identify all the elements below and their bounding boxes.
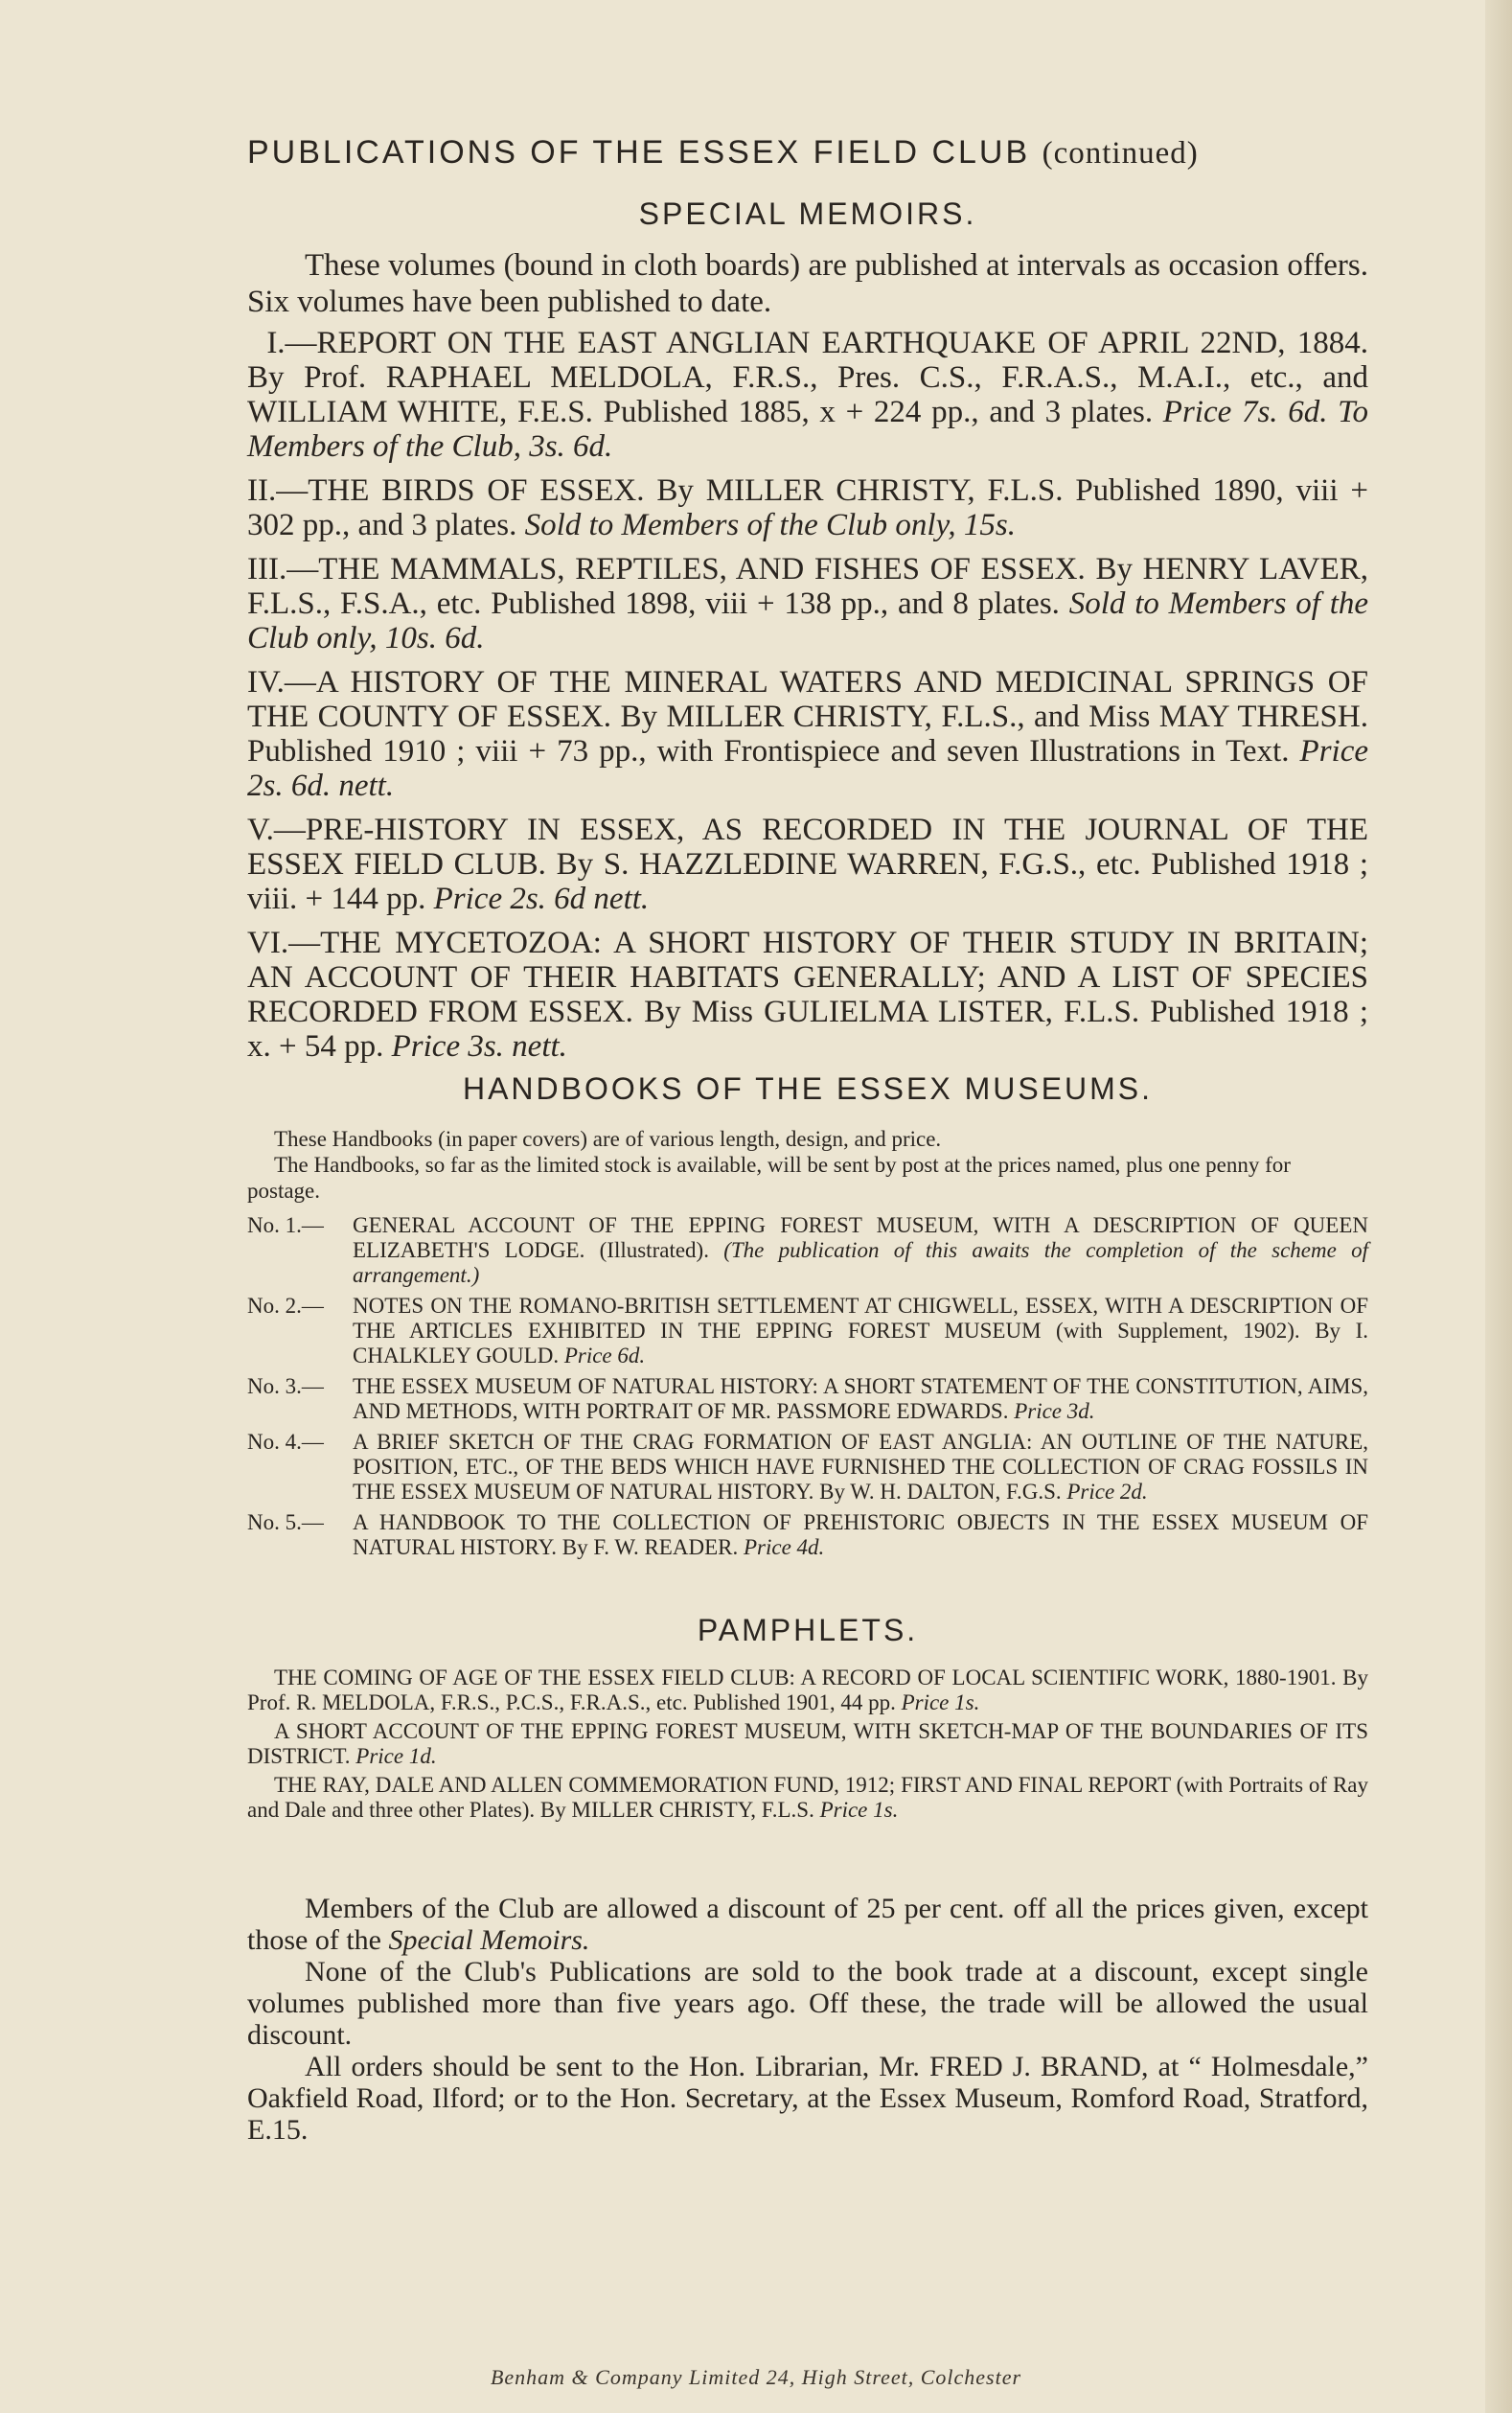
discount-note xyxy=(247,1893,1368,1956)
handbook-number: No. 2.— xyxy=(247,1294,324,1318)
handbook-text: GENERAL ACCOUNT OF THE EPPING FOREST MUSEUM, WITH A DESCRIPTION OF QUEEN ELIZABETH'S LODGE. (Illustrated). xyxy=(353,1213,1368,1262)
handbook-item xyxy=(247,1374,1368,1424)
memoir-item xyxy=(247,473,1368,542)
intro-text: These volumes (bound in cloth boards) are published at intervals as occasion offers. Six volumes have been published to date. xyxy=(247,248,1368,319)
memoir-item xyxy=(247,926,1368,1064)
handbook-item xyxy=(247,1294,1368,1368)
handbook-note: Price 6d. xyxy=(563,1344,646,1367)
memoir-price: Price 2s. 6d nett. xyxy=(433,882,650,916)
memoir-details: By Prof. RAPHAEL MELDOLA, F.R.S., Pres. C.S., F.R.A.S., M.A.I., etc., and WILLIAM WHITE, F.E.S. Published 1885, x + 224 pp., and 3 plates. xyxy=(247,360,1368,429)
discount-text: Members of the Club are allowed a discount of 25 per cent. off all the prices given, except those of the xyxy=(247,1893,1368,1956)
special-memoirs-title: SPECIAL MEMOIRS. xyxy=(638,196,977,231)
printer-footer: Benham & Company Limited 24, High Street, Colchester xyxy=(490,2365,1022,2389)
pamphlet-price: Price 1s. xyxy=(819,1798,899,1822)
pamphlet-item xyxy=(247,1773,1368,1823)
handbook-note: (The publication of this awaits the completion of the scheme of arrangement.) xyxy=(353,1238,1368,1287)
pamphlet-text: THE RAY, DALE AND ALLEN COMMEMORATION FUND, 1912; FIRST AND FINAL REPORT (with Portraits of Ray and Dale and three other Plates). By MILLER CHRISTY, F.L.S. xyxy=(247,1773,1368,1822)
memoir-price: Sold to Members of the Club only, 15s. xyxy=(524,508,1017,542)
handbook-text: A HANDBOOK TO THE COLLECTION OF PREHISTORIC OBJECTS IN THE ESSEX MUSEUM OF NATURAL HISTORY. By F. W. READER. xyxy=(353,1510,1368,1559)
handbooks-section xyxy=(247,1126,1368,1560)
memoir-price: Price 2s. 6d. nett. xyxy=(247,734,1368,803)
memoir-details: By MILLER CHRISTY, F.L.S., and Miss MAY THRESH. Published 1910 ; viii + 73 pp., with Frontispiece and seven Illustrations in Text. xyxy=(247,700,1368,769)
discount-exception: Special Memoirs. xyxy=(388,1924,590,1956)
notes-section xyxy=(247,1893,1368,2146)
pamphlet-item xyxy=(247,1719,1368,1769)
orders-note xyxy=(247,2051,1368,2146)
memoir-price: Sold to Members of the Club only, 10s. 6d. xyxy=(247,586,1369,655)
trade-text: None of the Club's Publications are sold to the book trade at a discount, except single volumes published more than five years ago. Off these, the trade will be allowed the usual discount. xyxy=(247,1956,1368,2051)
handbook-number: No. 4.— xyxy=(247,1430,324,1454)
handbook-item xyxy=(247,1213,1368,1288)
header-continued: (continued) xyxy=(1042,136,1199,171)
memoir-details: By HENRY LAVER, F.L.S., F.S.A., etc. Published 1898, viii + 138 pp., and 8 plates. xyxy=(247,552,1368,621)
memoir-details: By Miss GULIELMA LISTER, F.L.S. Published 1918 ; x. + 54 pp. xyxy=(247,995,1369,1064)
handbook-item xyxy=(247,1510,1368,1560)
pamphlet-item xyxy=(247,1666,1368,1715)
memoir-label: IV.—A HISTORY OF THE MINERAL WATERS AND MEDICINAL SPRINGS OF THE COUNTY OF ESSEX. xyxy=(247,665,1368,734)
memoir-list xyxy=(247,326,1368,1064)
pamphlet-text: THE COMING OF AGE OF THE ESSEX FIELD CLUB: A RECORD OF LOCAL SCIENTIFIC WORK, 1880-1901. By Prof. R. MELDOLA, F.R.S., P.C.S., F.R.A.S., etc. Published 1901, 44 pp. xyxy=(247,1666,1368,1714)
memoir-item xyxy=(247,326,1368,464)
handbook-number: No. 5.— xyxy=(247,1510,324,1534)
handbook-number: No. 1.— xyxy=(247,1213,324,1237)
pamphlet-price: Price 1s. xyxy=(901,1690,980,1714)
memoir-label: V.—PRE-HISTORY IN ESSEX, AS RECORDED IN THE JOURNAL OF THE ESSEX FIELD CLUB. xyxy=(247,813,1368,882)
memoir-label: II.—THE BIRDS OF ESSEX. xyxy=(247,473,645,508)
page-edge xyxy=(1485,0,1512,2413)
handbook-note: Price 4d. xyxy=(743,1535,825,1559)
handbook-note: Price 3d. xyxy=(1014,1399,1095,1423)
trade-note xyxy=(247,1956,1368,2051)
orders-text: All orders should be sent to the Hon. Librarian, Mr. FRED J. BRAND, at “ Holmesdale,” Oakfield Road, Ilford; or to the Hon. Secretary, at the Essex Museum, Romford Road, Stratford, E.15. xyxy=(247,2051,1368,2146)
pamphlet-text: A SHORT ACCOUNT OF THE EPPING FOREST MUSEUM, WITH SKETCH-MAP OF THE BOUNDARIES OF ITS DISTRICT. xyxy=(247,1719,1368,1768)
memoir-details: By MILLER CHRISTY, F.L.S. Published 1890, viii + 302 pp., and 3 plates. xyxy=(247,473,1368,542)
handbooks-intro-2: The Handbooks, so far as the limited stock is available, will be sent by post at the prices named, plus one penny for postage. xyxy=(247,1153,1291,1203)
memoir-price: Price 7s. 6d. To Members of the Club, 3s. 6d. xyxy=(247,395,1368,464)
memoir-item xyxy=(247,665,1368,803)
handbook-note: Price 2d. xyxy=(1066,1480,1148,1504)
memoir-item xyxy=(247,552,1368,655)
memoir-label: I.—REPORT ON THE EAST ANGLIAN EARTHQUAKE OF APRIL 22ND, 1884. xyxy=(266,326,1369,360)
handbook-number: No. 3.— xyxy=(247,1374,324,1398)
memoir-item xyxy=(247,813,1368,916)
pamphlets-title: PAMPHLETS. xyxy=(697,1613,919,1647)
page-header xyxy=(247,134,1368,172)
handbooks-intro-1: These Handbooks (in paper covers) are of various length, design, and price. xyxy=(274,1127,942,1151)
pamphlet-price: Price 1d. xyxy=(355,1744,437,1768)
memoir-label: VI.—THE MYCETOZOA: A SHORT HISTORY OF THEIR STUDY IN BRITAIN; AN ACCOUNT OF THEIR HABITATS GENERALLY; AND A LIST OF SPECIES RECORDED FROM ESSEX. xyxy=(247,926,1368,1029)
handbook-text: THE ESSEX MUSEUM OF NATURAL HISTORY: A SHORT STATEMENT OF THE CONSTITUTION, AIMS, AND METHODS, WITH PORTRAIT OF MR. PASSMORE EDWARDS. xyxy=(353,1374,1368,1423)
memoir-label: III.—THE MAMMALS, REPTILES, AND FISHES OF ESSEX. xyxy=(247,552,1086,586)
special-memoirs-intro xyxy=(247,247,1368,320)
handbooks-title: HANDBOOKS OF THE ESSEX MUSEUMS. xyxy=(462,1071,1154,1106)
handbook-item xyxy=(247,1430,1368,1505)
handbook-text: A BRIEF SKETCH OF THE CRAG FORMATION OF EAST ANGLIA: AN OUTLINE OF THE NATURE, POSITION, ETC., OF THE BEDS WHICH HAVE FURNISHED THE COLLECTION OF CRAG FOSSILS IN THE ESSEX MUSEUM OF NATURAL HISTORY. By W. H. DALTON, F.G.S. xyxy=(353,1430,1368,1504)
memoir-details: By S. HAZZLEDINE WARREN, F.G.S., etc. Published 1918 ; viii. + 144 pp. xyxy=(247,847,1368,916)
pamphlets-section xyxy=(247,1666,1368,1823)
header-title: PUBLICATIONS OF THE ESSEX FIELD CLUB xyxy=(247,134,1031,171)
memoir-price: Price 3s. nett. xyxy=(391,1029,567,1064)
handbook-text: NOTES ON THE ROMANO-BRITISH SETTLEMENT AT CHIGWELL, ESSEX, WITH A DESCRIPTION OF THE ARTICLES EXHIBITED IN THE EPPING FOREST MUSEUM (with Supplement, 1902). By I. CHALKLEY GOULD. xyxy=(353,1294,1368,1367)
